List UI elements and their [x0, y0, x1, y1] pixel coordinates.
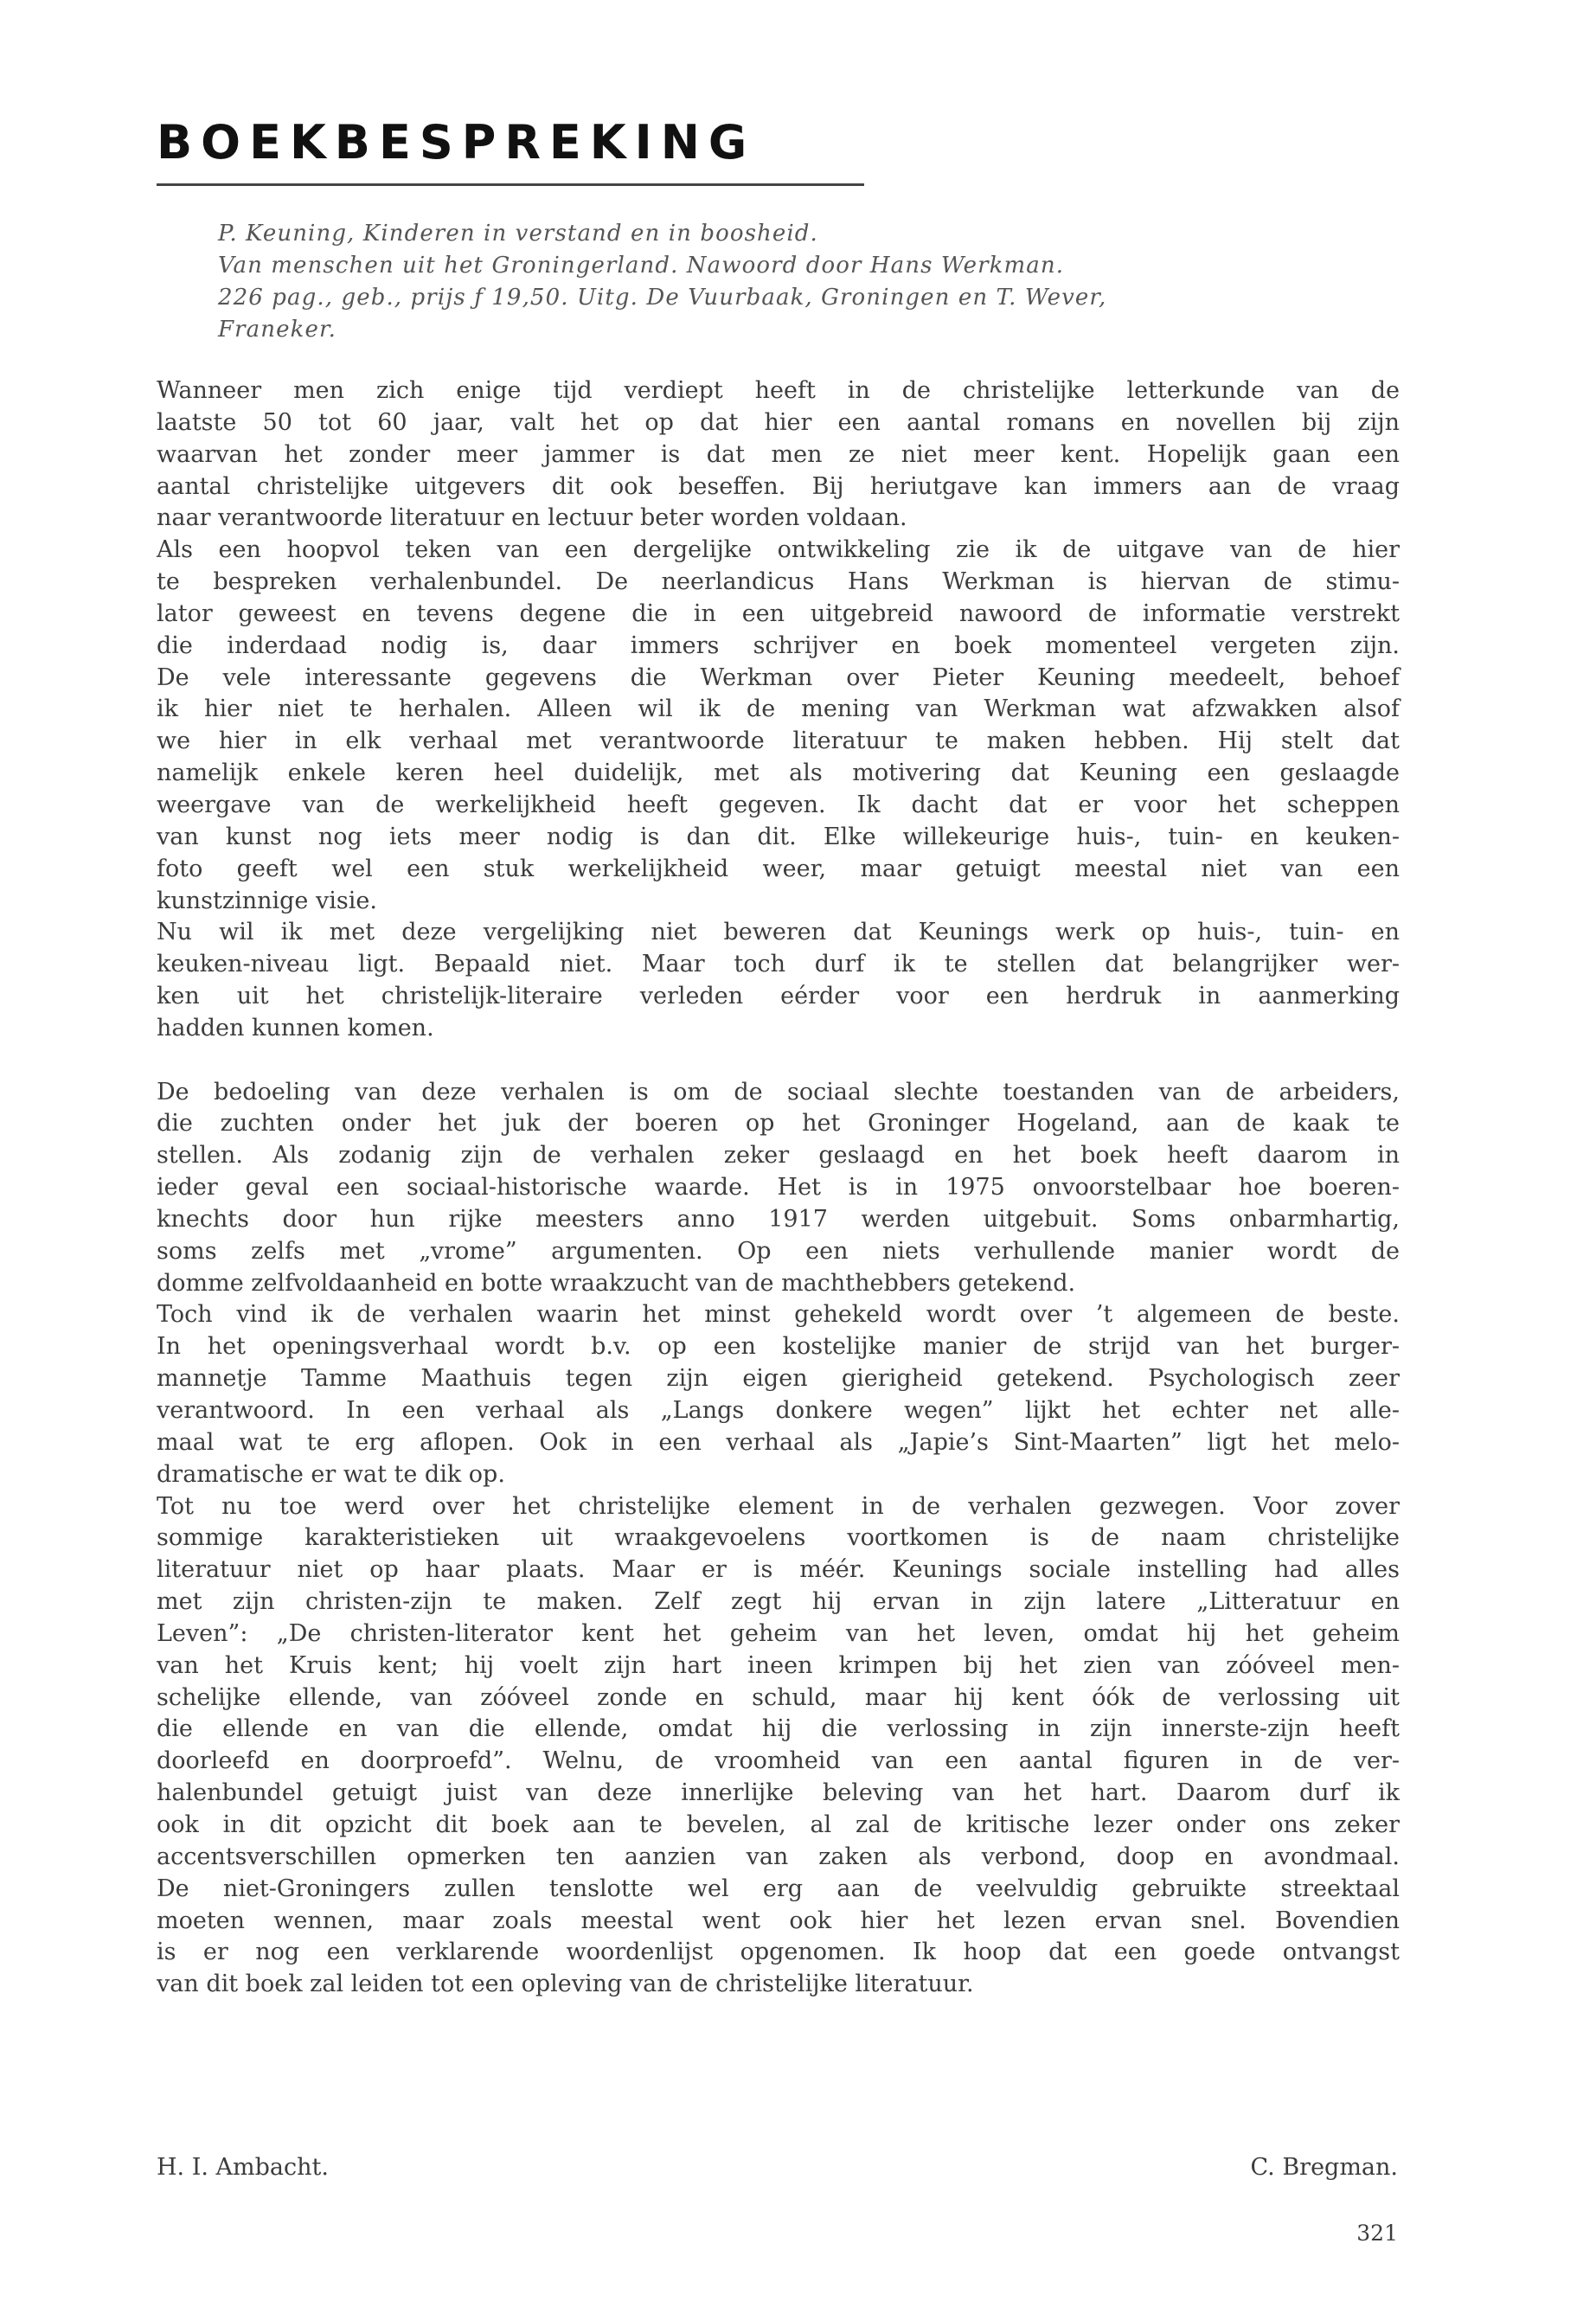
text-line: is er nog een verklarende woordenlijst opgenomen. Ik hoop dat een goede ontvangst	[157, 1939, 1400, 1966]
text-line: waarvan het zonder meer jammer is dat men ze niet meer kent. Hopelijk gaan een	[157, 440, 1400, 468]
text-line: van het Kruis kent; hij voelt zijn hart ineen krimpen bij het zien van zóóveel men-	[157, 1651, 1400, 1679]
text-line: sommige karakteristieken uit wraakgevoelens voortkomen is de naam christelijke	[157, 1524, 1400, 1552]
text-line: van dit boek zal leiden tot een opleving van de christelijke literatuur.	[157, 1971, 974, 1998]
page-number: 321	[1356, 2221, 1398, 2246]
text-line: te bespreken verhalenbundel. De neerlandicus Hans Werkman is hiervan de stimu-	[157, 568, 1400, 596]
text-line: Toch vind ik de verhalen waarin het minst gehekeld wordt over ’t algemeen de beste.	[157, 1301, 1400, 1329]
text-line: ik hier niet te herhalen. Alleen wil ik de mening van Werkman wat afzwakken alsof	[157, 695, 1400, 723]
text-line: De vele interessante gegevens die Werkman over Pieter Keuning meedeelt, behoef	[157, 663, 1400, 691]
text-line: weergave van de werkelijkheid heeft gegeven. Ik dacht dat er voor het scheppen	[157, 791, 1400, 818]
text-line: keuken-niveau ligt. Bepaald niet. Maar toch durf ik te stellen dat belangrijker wer-	[157, 951, 1400, 978]
review-body	[157, 375, 1400, 2001]
text-line: Als een hoopvol teken van een dergelijke ontwikkeling zie ik de uitgave van de hier	[157, 536, 1400, 564]
text-line: schelijke ellende, van zóóveel zonde en schuld, maar hij kent óók de verlossing uit	[157, 1683, 1400, 1711]
text-line: mannetje Tamme Maathuis tegen zijn eigen gierigheid getekend. Psychologisch zeer	[157, 1365, 1400, 1393]
text-line: In het openingsverhaal wordt b.v. op een kostelijke manier de strijd van het burger-	[157, 1333, 1400, 1361]
biblio-line: Franeker.	[218, 317, 337, 343]
text-line: doorleefd en doorproefd”. Welnu, de vroomheid van een aantal figuren in de ver-	[157, 1747, 1400, 1775]
text-line: hadden kunnen komen.	[157, 1014, 434, 1042]
text-line: Wanneer men zich enige tijd verdiept heeft in de christelijke letterkunde van de	[157, 377, 1400, 404]
text-line: literatuur niet op haar plaats. Maar er is méér. Keunings sociale instelling had alles	[157, 1556, 1400, 1584]
text-line: soms zelfs met „vrome” argumenten. Op een niets verhullende manier wordt de	[157, 1237, 1400, 1265]
text-line: namelijk enkele keren heel duidelijk, met als motivering dat Keuning een geslaagde	[157, 760, 1400, 787]
text-line: De niet-Groningers zullen tenslotte wel erg aan de veelvuldig gebruikte streektaal	[157, 1875, 1400, 1902]
text-line: laatste 50 tot 60 jaar, valt het op dat hier een aantal romans en novellen bij zijn	[157, 408, 1400, 436]
text-line: die zuchten onder het juk der boeren op het Groninger Hogeland, aan de kaak te	[157, 1110, 1400, 1138]
text-line: ook in dit opzicht dit boek aan te bevelen, al zal de kritische lezer onder ons zeker	[157, 1811, 1400, 1838]
text-line: knechts door hun rijke meesters anno 1917 werden uitgebuit. Soms onbarmhartig,	[157, 1205, 1400, 1233]
text-line: van kunst nog iets meer nodig is dan dit. Elke willekeurige huis-, tuin- en keuken-	[157, 823, 1400, 850]
text-line: we hier in elk verhaal met verantwoorde literatuur te maken hebben. Hij stelt dat	[157, 727, 1400, 755]
text-line: foto geeft wel een stuk werkelijkheid weer, maar getuigt meestal niet van een	[157, 855, 1400, 882]
biblio-line: 226 pag., geb., prijs ƒ 19,50. Uitg. De Vuurbaak, Groningen en T. Wever,	[218, 285, 1107, 311]
text-line: ieder geval een sociaal-historische waarde. Het is in 1975 onvoorstelbaar hoe boeren-	[157, 1174, 1400, 1202]
text-line: halenbundel getuigt juist van deze innerlijke beleving van het hart. Daarom durf ik	[157, 1779, 1400, 1807]
text-line: kunstzinnige visie.	[157, 887, 377, 914]
text-line: maal wat te erg aflopen. Ook in een verhaal als „Japie’s Sint-Maarten” ligt het melo-	[157, 1428, 1400, 1456]
paragraph	[157, 375, 1400, 1045]
text-line: dramatische er wat te dik op.	[157, 1460, 505, 1488]
text-line: domme zelfvoldaanheid en botte wraakzucht van de machthebbers getekend.	[157, 1269, 1076, 1297]
text-line: De bedoeling van deze verhalen is om de sociaal slechte toestanden van de arbeiders,	[157, 1078, 1400, 1106]
text-line: moeten wennen, maar zoals meestal went ook hier het lezen ervan snel. Bovendien	[157, 1907, 1400, 1934]
text-line: Nu wil ik met deze vergelijking niet beweren dat Keunings werk op huis-, tuin- en	[157, 919, 1400, 946]
heading-rule	[157, 183, 864, 186]
text-line: naar verantwoorde literatuur en lectuur beter worden voldaan.	[157, 504, 907, 532]
biblio-line: P. Keuning, Kinderen in verstand en in boosheid.	[218, 221, 818, 247]
text-line: die ellende en van die ellende, omdat hij die verlossing in zijn innerste-zijn heeft	[157, 1715, 1400, 1743]
text-line: die inderdaad nodig is, daar immers schrijver en boek momenteel vergeten zijn.	[157, 631, 1400, 659]
text-line: lator geweest en tevens degene die in een uitgebreid nawoord de informatie verstrekt	[157, 599, 1400, 627]
text-line: ken uit het christelijk-literaire verleden eérder voor een herdruk in aanmerking	[157, 983, 1400, 1010]
bibliographic-entry	[218, 218, 1403, 346]
text-line: Tot nu toe werd over het christelijke element in de verhalen gezwegen. Voor zover	[157, 1492, 1400, 1520]
text-line: met zijn christen-zijn te maken. Zelf zegt hij ervan in zijn latere „Litteratuur en	[157, 1588, 1400, 1616]
text-line: verantwoord. In een verhaal als „Langs donkere wegen” lijkt het echter net alle-	[157, 1397, 1400, 1424]
text-line: accentsverschillen opmerken ten aanzien van zaken als verbond, doop en avondmaal.	[157, 1843, 1400, 1870]
text-line: Leven”: „De christen-literator kent het geheim van het leven, omdat hij het geheim	[157, 1619, 1400, 1647]
paragraph-gap	[157, 1045, 1400, 1077]
signature-author: C. Bregman.	[1250, 2154, 1398, 2181]
biblio-line: Van menschen uit het Groningerland. Nawoord door Hans Werkman.	[218, 253, 1065, 279]
text-line: stellen. Als zodanig zijn de verhalen zeker geslaagd en het boek heeft daarom in	[157, 1142, 1400, 1170]
paragraph	[157, 1077, 1400, 2001]
section-heading: BOEKBESPREKING	[157, 115, 756, 170]
signature-location: H. I. Ambacht.	[157, 2154, 329, 2181]
text-line: aantal christelijke uitgevers dit ook beseffen. Bij heriutgave kan immers aan de vraag	[157, 472, 1400, 500]
